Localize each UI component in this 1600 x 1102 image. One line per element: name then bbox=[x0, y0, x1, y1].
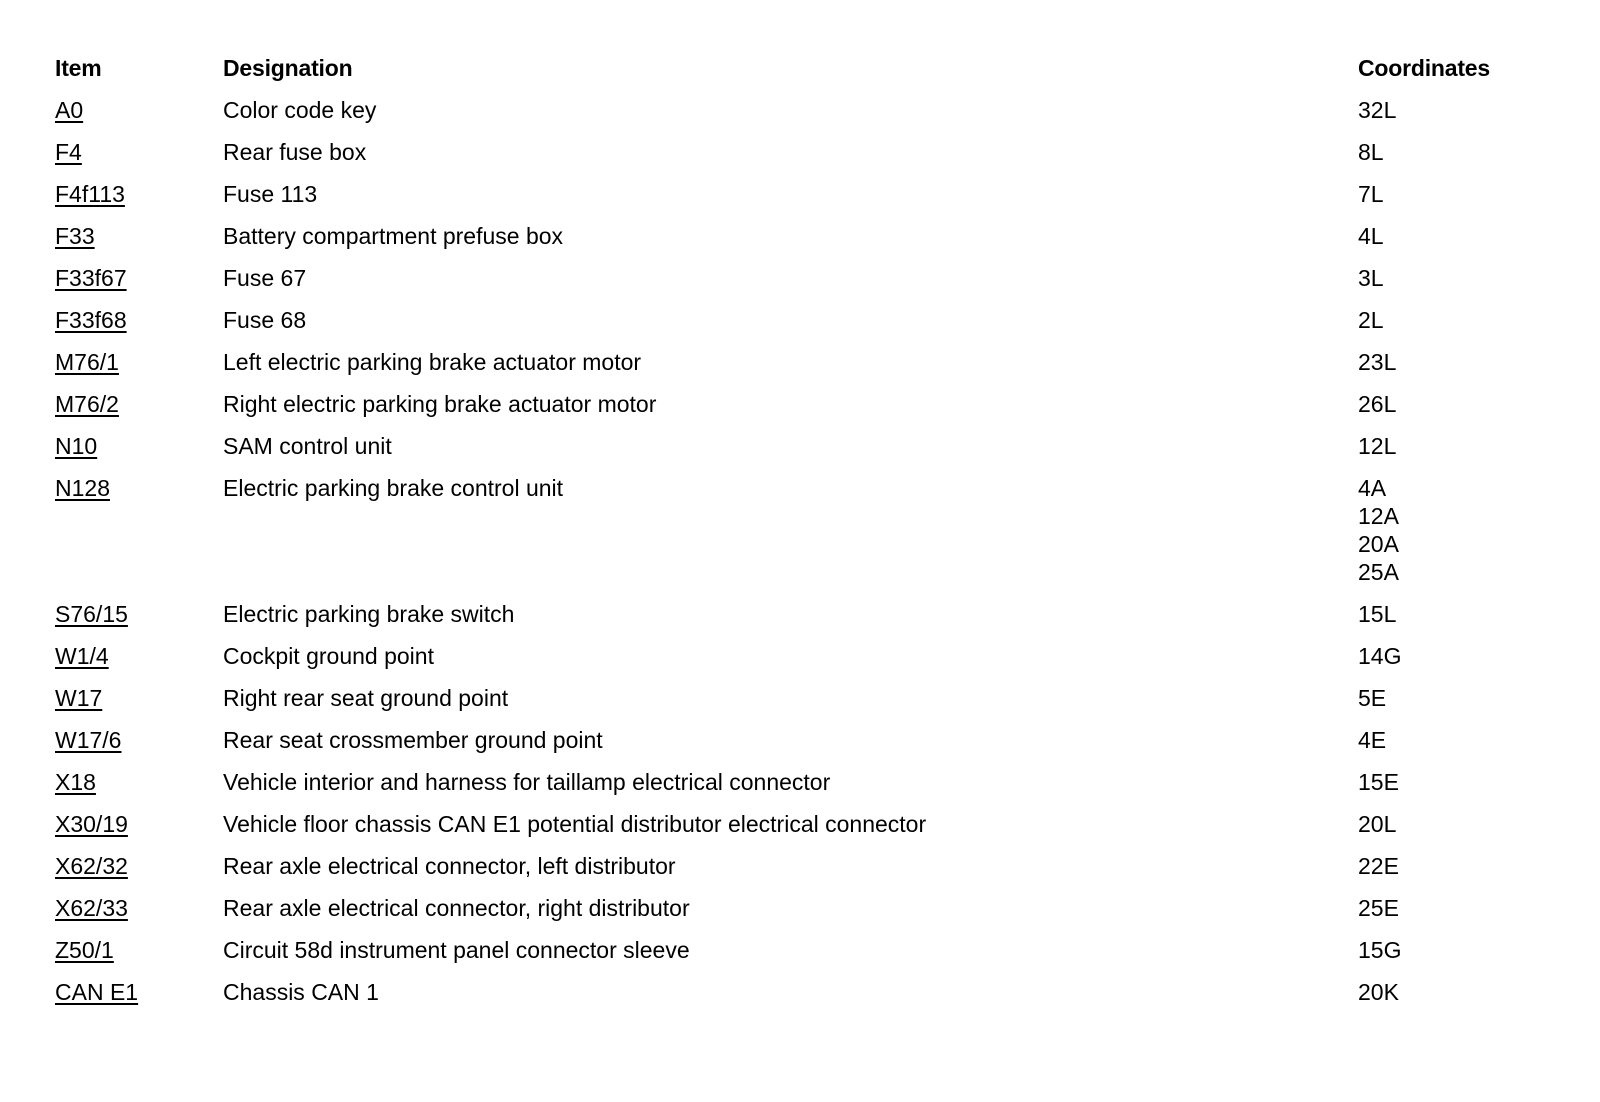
item-code-link[interactable]: N10 bbox=[55, 433, 98, 459]
designation-cell: SAM control unit bbox=[223, 433, 392, 459]
item-code-link[interactable]: X62/33 bbox=[55, 895, 128, 921]
item-code-link[interactable]: F4f113 bbox=[55, 181, 125, 207]
designation-cell: Electric parking brake switch bbox=[223, 601, 515, 627]
item-cell bbox=[55, 131, 223, 173]
item-cell bbox=[55, 299, 223, 341]
coordinate-value: 3L bbox=[1358, 265, 1384, 291]
item-code-link[interactable]: W1/4 bbox=[55, 643, 109, 669]
coordinate-value: 25A bbox=[1358, 559, 1399, 585]
item-cell bbox=[55, 761, 223, 803]
coordinates-cell bbox=[1358, 593, 1555, 635]
coordinates-cell bbox=[1358, 929, 1555, 971]
table-header-row bbox=[55, 48, 1555, 89]
item-cell bbox=[55, 425, 223, 467]
coordinates-cell bbox=[1358, 425, 1555, 467]
designation-cell: Fuse 113 bbox=[223, 181, 318, 207]
item-cell bbox=[55, 845, 223, 887]
coordinates-cell bbox=[1358, 257, 1555, 299]
table-row bbox=[55, 383, 1555, 425]
item-code-link[interactable]: W17 bbox=[55, 685, 103, 711]
designation-cell: Electric parking brake control unit bbox=[223, 475, 564, 501]
table-row bbox=[55, 593, 1555, 635]
designation-cell: Rear axle electrical connector, left distributor bbox=[223, 853, 676, 879]
item-cell bbox=[55, 215, 223, 257]
item-cell bbox=[55, 257, 223, 299]
component-legend-table bbox=[55, 48, 1555, 1013]
coordinates-cell bbox=[1358, 887, 1555, 929]
designation-cell: Rear axle electrical connector, right distributor bbox=[223, 895, 690, 921]
item-cell bbox=[55, 971, 223, 1013]
item-code-link[interactable]: F33 bbox=[55, 223, 95, 249]
item-code-link[interactable]: X30/19 bbox=[55, 811, 128, 837]
item-code-link[interactable]: F33f67 bbox=[55, 265, 127, 291]
table-row bbox=[55, 131, 1555, 173]
item-code-link[interactable]: M76/1 bbox=[55, 349, 119, 375]
coordinate-value: 4E bbox=[1358, 727, 1387, 753]
header-designation: Designation bbox=[223, 55, 353, 81]
coordinates-cell bbox=[1358, 803, 1555, 845]
coordinates-cell bbox=[1358, 971, 1555, 1013]
designation-cell: Battery compartment prefuse box bbox=[223, 223, 564, 249]
designation-cell: Vehicle floor chassis CAN E1 potential distributor electrical connector bbox=[223, 811, 927, 837]
coordinate-value: 26L bbox=[1358, 391, 1397, 417]
coordinate-value: 12L bbox=[1358, 433, 1397, 459]
item-cell bbox=[55, 593, 223, 635]
designation-cell: Cockpit ground point bbox=[223, 643, 434, 669]
coordinates-cell bbox=[1358, 173, 1555, 215]
coordinates-cell bbox=[1358, 467, 1555, 593]
coordinate-value: 32L bbox=[1358, 97, 1397, 123]
coordinate-value: 15L bbox=[1358, 601, 1397, 627]
table-row bbox=[55, 341, 1555, 383]
coordinates-cell bbox=[1358, 299, 1555, 341]
item-cell bbox=[55, 929, 223, 971]
coordinates-cell bbox=[1358, 761, 1555, 803]
item-cell bbox=[55, 803, 223, 845]
table-row bbox=[55, 971, 1555, 1013]
table-row bbox=[55, 467, 1555, 593]
table-row bbox=[55, 215, 1555, 257]
designation-cell: Chassis CAN 1 bbox=[223, 979, 379, 1005]
item-code-link[interactable]: CAN E1 bbox=[55, 979, 139, 1005]
item-code-link[interactable]: N128 bbox=[55, 475, 110, 501]
coordinate-value: 20A bbox=[1358, 531, 1399, 557]
header-coordinates: Coordinates bbox=[1358, 55, 1490, 81]
coordinate-value: 22E bbox=[1358, 853, 1399, 879]
designation-cell: Right rear seat ground point bbox=[223, 685, 509, 711]
item-cell bbox=[55, 173, 223, 215]
table-row bbox=[55, 677, 1555, 719]
coordinates-cell bbox=[1358, 215, 1555, 257]
table-row bbox=[55, 845, 1555, 887]
item-cell bbox=[55, 89, 223, 131]
coordinate-value: 2L bbox=[1358, 307, 1384, 333]
designation-cell: Rear seat crossmember ground point bbox=[223, 727, 603, 753]
coordinate-value: 23L bbox=[1358, 349, 1397, 375]
item-cell bbox=[55, 341, 223, 383]
coordinate-value: 12A bbox=[1358, 503, 1399, 529]
coordinates-cell bbox=[1358, 635, 1555, 677]
coordinate-value: 4A bbox=[1358, 475, 1387, 501]
table-row bbox=[55, 761, 1555, 803]
item-code-link[interactable]: W17/6 bbox=[55, 727, 122, 753]
designation-cell: Fuse 67 bbox=[223, 265, 307, 291]
coordinate-value: 14G bbox=[1358, 643, 1402, 669]
designation-cell: Color code key bbox=[223, 97, 377, 123]
coordinate-value: 20L bbox=[1358, 811, 1397, 837]
designation-cell: Right electric parking brake actuator motor bbox=[223, 391, 657, 417]
item-code-link[interactable]: S76/15 bbox=[55, 601, 128, 627]
item-code-link[interactable]: Z50/1 bbox=[55, 937, 114, 963]
coordinate-value: 25E bbox=[1358, 895, 1399, 921]
designation-cell: Vehicle interior and harness for taillamp electrical connector bbox=[223, 769, 831, 795]
designation-cell: Fuse 68 bbox=[223, 307, 307, 333]
item-code-link[interactable]: F33f68 bbox=[55, 307, 127, 333]
item-cell bbox=[55, 635, 223, 677]
coordinate-value: 7L bbox=[1358, 181, 1384, 207]
table-row bbox=[55, 635, 1555, 677]
coordinates-cell bbox=[1358, 677, 1555, 719]
coordinates-cell bbox=[1358, 719, 1555, 761]
table-body bbox=[55, 89, 1555, 1013]
coordinate-value: 8L bbox=[1358, 139, 1384, 165]
header-item: Item bbox=[55, 55, 102, 81]
coordinates-cell bbox=[1358, 383, 1555, 425]
item-code-link[interactable]: F4 bbox=[55, 139, 82, 165]
coordinates-cell bbox=[1358, 341, 1555, 383]
coordinate-value: 20K bbox=[1358, 979, 1399, 1005]
table-row bbox=[55, 257, 1555, 299]
coordinates-cell bbox=[1358, 845, 1555, 887]
table-row bbox=[55, 173, 1555, 215]
item-code-link[interactable]: A0 bbox=[55, 97, 84, 123]
item-cell bbox=[55, 383, 223, 425]
table-row bbox=[55, 425, 1555, 467]
item-code-link[interactable]: M76/2 bbox=[55, 391, 119, 417]
coordinate-value: 5E bbox=[1358, 685, 1387, 711]
table-row bbox=[55, 299, 1555, 341]
coordinate-value: 4L bbox=[1358, 223, 1384, 249]
table-row bbox=[55, 929, 1555, 971]
coordinates-cell bbox=[1358, 131, 1555, 173]
item-code-link[interactable]: X18 bbox=[55, 769, 96, 795]
table-row bbox=[55, 89, 1555, 131]
table-row bbox=[55, 719, 1555, 761]
designation-cell: Circuit 58d instrument panel connector sleeve bbox=[223, 937, 690, 963]
table-row bbox=[55, 803, 1555, 845]
coordinate-value: 15E bbox=[1358, 769, 1399, 795]
designation-cell: Rear fuse box bbox=[223, 139, 367, 165]
item-cell bbox=[55, 719, 223, 761]
item-cell bbox=[55, 887, 223, 929]
item-cell bbox=[55, 467, 223, 509]
designation-cell: Left electric parking brake actuator motor bbox=[223, 349, 642, 375]
table-row bbox=[55, 887, 1555, 929]
item-code-link[interactable]: X62/32 bbox=[55, 853, 128, 879]
coordinates-cell bbox=[1358, 89, 1555, 131]
coordinate-value: 15G bbox=[1358, 937, 1402, 963]
item-cell bbox=[55, 677, 223, 719]
